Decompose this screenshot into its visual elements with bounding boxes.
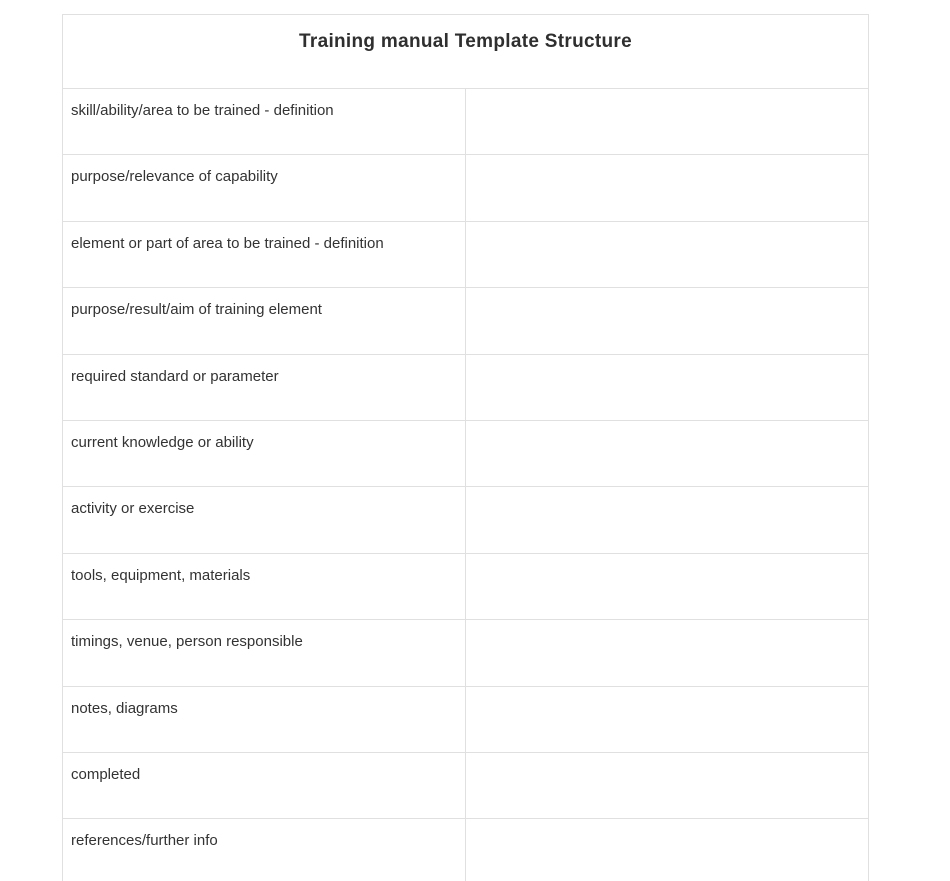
table-row [63, 686, 869, 752]
row-label-current-knowledge: current knowledge or ability [63, 420, 466, 486]
row-label-required-standard: required standard or parameter [63, 354, 466, 420]
row-value-required-standard[interactable] [466, 354, 869, 420]
row-label-purpose-result-aim: purpose/result/aim of training element [63, 288, 466, 354]
table-title: Training manual Template Structure [63, 15, 869, 89]
row-label-completed: completed [63, 752, 466, 818]
table-row [63, 819, 869, 881]
table-row [63, 155, 869, 221]
row-label-notes-diagrams: notes, diagrams [63, 686, 466, 752]
row-label-references: references/further info [63, 819, 466, 881]
table-row [63, 89, 869, 155]
row-label-purpose-relevance: purpose/relevance of capability [63, 155, 466, 221]
table-row [63, 221, 869, 287]
table-row [63, 553, 869, 619]
row-value-references[interactable] [466, 819, 869, 881]
row-value-element-definition[interactable] [466, 221, 869, 287]
row-value-purpose-result-aim[interactable] [466, 288, 869, 354]
row-value-skill-definition[interactable] [466, 89, 869, 155]
row-value-notes-diagrams[interactable] [466, 686, 869, 752]
table-row [63, 620, 869, 686]
row-value-current-knowledge[interactable] [466, 420, 869, 486]
table-row [63, 288, 869, 354]
row-label-skill-definition: skill/ability/area to be trained - definition [63, 89, 466, 155]
row-label-timings-venue: timings, venue, person responsible [63, 620, 466, 686]
table-row [63, 354, 869, 420]
row-value-completed[interactable] [466, 752, 869, 818]
title-row [63, 15, 869, 89]
table-row [63, 487, 869, 553]
row-value-activity-exercise[interactable] [466, 487, 869, 553]
row-value-tools-equipment[interactable] [466, 553, 869, 619]
row-value-purpose-relevance[interactable] [466, 155, 869, 221]
table-row [63, 420, 869, 486]
training-manual-template-table [62, 14, 869, 881]
row-label-element-definition: element or part of area to be trained - definition [63, 221, 466, 287]
row-label-tools-equipment: tools, equipment, materials [63, 553, 466, 619]
table-row [63, 752, 869, 818]
row-label-activity-exercise: activity or exercise [63, 487, 466, 553]
row-value-timings-venue[interactable] [466, 620, 869, 686]
document-canvas [0, 14, 950, 881]
